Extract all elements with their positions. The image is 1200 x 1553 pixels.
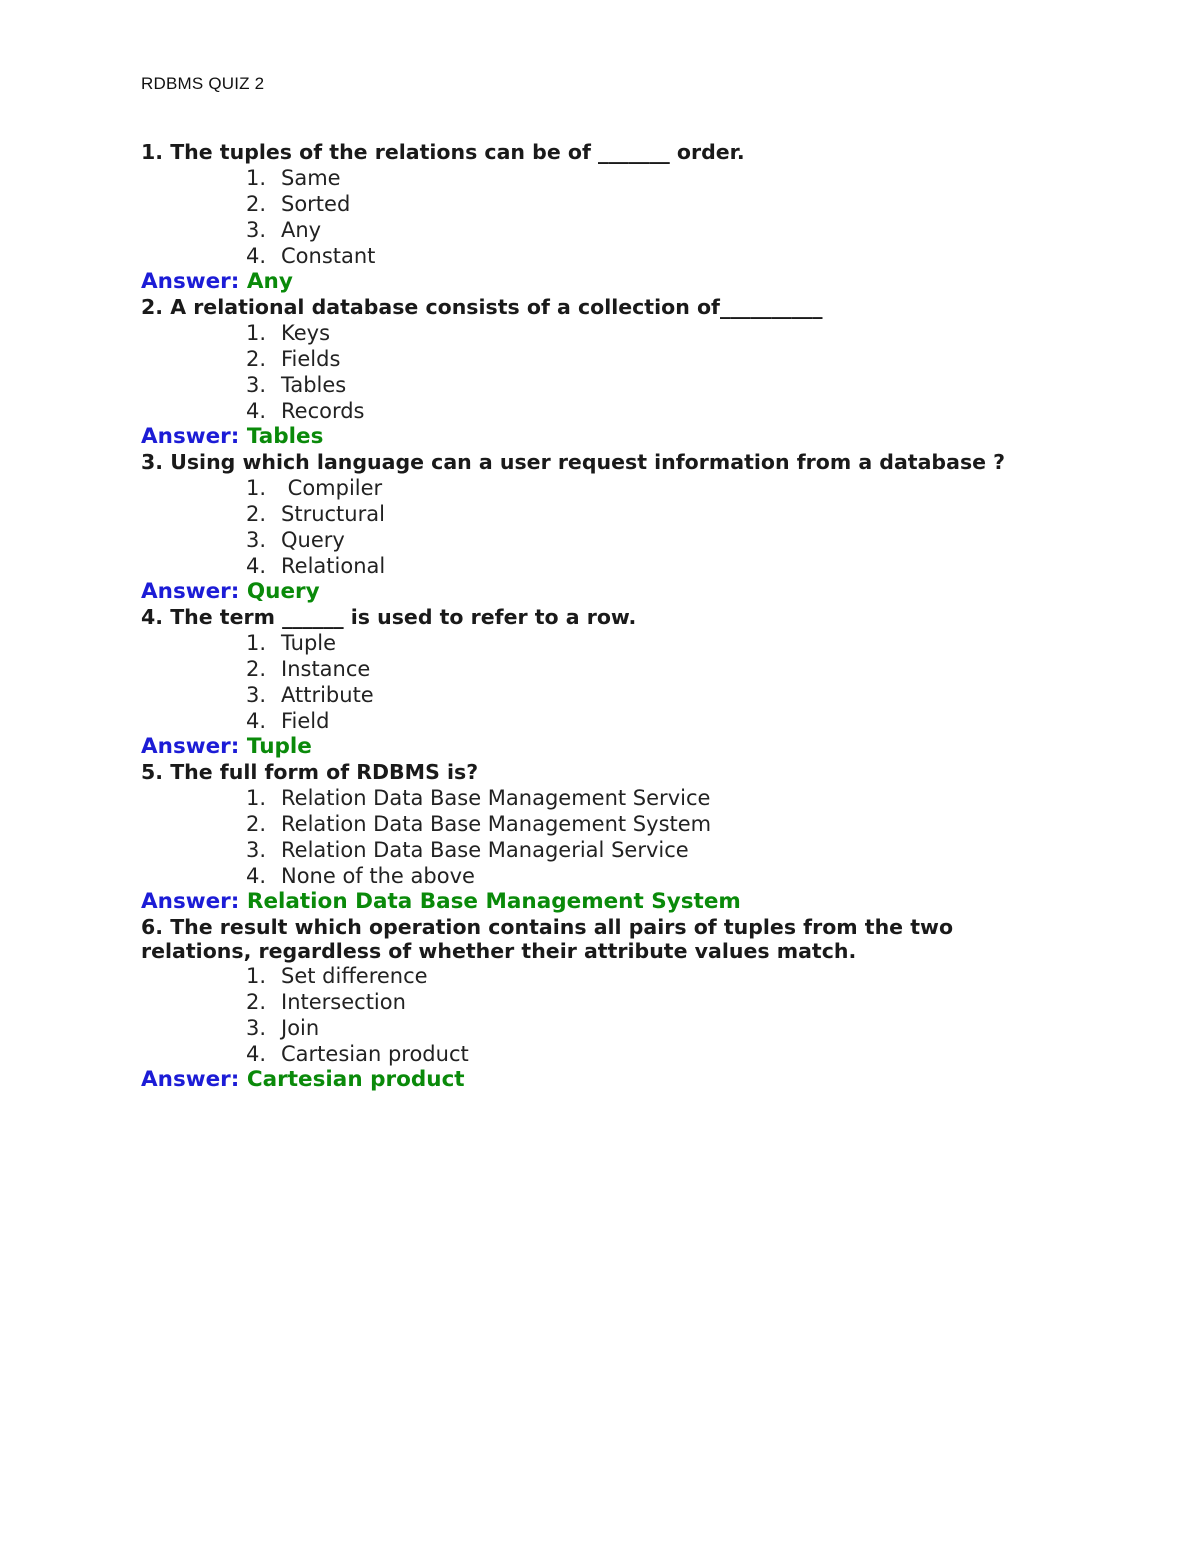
question-block xyxy=(141,450,1021,605)
option-text: None of the above xyxy=(281,864,475,888)
option-item xyxy=(141,191,1021,217)
option-number: 1. xyxy=(246,166,267,190)
answer-label: Answer: xyxy=(141,1067,240,1092)
answer-line xyxy=(141,889,1021,915)
option-item xyxy=(141,656,1021,682)
option-text: Query xyxy=(281,528,345,552)
option-text: Tables xyxy=(281,373,347,397)
option-number: 4. xyxy=(246,244,267,268)
option-text: Constant xyxy=(281,244,376,268)
option-number: 1. xyxy=(246,631,267,655)
option-item xyxy=(141,527,1021,553)
option-item xyxy=(141,475,1021,501)
question-text: 1. The tuples of the relations can be of _______ order. xyxy=(141,140,745,164)
question-text: 2. A relational database consists of a collection of__________ xyxy=(141,295,823,319)
option-item xyxy=(141,837,1021,863)
option-text: Fields xyxy=(281,347,341,371)
option-item xyxy=(141,989,1021,1015)
option-number: 4. xyxy=(246,864,267,888)
option-number: 2. xyxy=(246,502,267,526)
question-text-line: 6. The result which operation contains all pairs of tuples from the two xyxy=(141,915,954,939)
option-text: Keys xyxy=(281,321,331,345)
option-text: Set difference xyxy=(281,964,428,988)
answer-label: Answer: xyxy=(141,269,240,294)
option-text: Relation Data Base Managerial Service xyxy=(281,838,689,862)
answer-value: Tables xyxy=(246,424,324,449)
option-number: 3. xyxy=(246,838,267,862)
option-number: 1. xyxy=(246,321,267,345)
options-list xyxy=(141,963,1021,1067)
option-text: Attribute xyxy=(281,683,374,707)
option-item xyxy=(141,963,1021,989)
answer-label: Answer: xyxy=(141,579,240,604)
option-item xyxy=(141,863,1021,889)
option-item xyxy=(141,708,1021,734)
option-item xyxy=(141,630,1021,656)
option-text: Relation Data Base Management System xyxy=(281,812,712,836)
option-item xyxy=(141,1041,1021,1067)
quiz-body xyxy=(141,140,1021,1093)
option-item xyxy=(141,346,1021,372)
options-list xyxy=(141,320,1021,424)
question-text-line: relations, regardless of whether their attribute values match. xyxy=(141,939,857,963)
option-number: 3. xyxy=(246,528,267,552)
answer-value: Any xyxy=(246,269,293,294)
answer-line xyxy=(141,579,1021,605)
option-number: 3. xyxy=(246,683,267,707)
option-text: Relation Data Base Management Service xyxy=(281,786,711,810)
option-number: 3. xyxy=(246,373,267,397)
answer-line xyxy=(141,424,1021,450)
question-block xyxy=(141,760,1021,915)
option-text: Relational xyxy=(281,554,386,578)
question-block xyxy=(141,140,1021,295)
option-item xyxy=(141,320,1021,346)
option-number: 2. xyxy=(246,812,267,836)
question-text: 4. The term ______ is used to refer to a row. xyxy=(141,605,637,629)
option-number: 2. xyxy=(246,990,267,1014)
answer-value: Query xyxy=(246,579,320,604)
option-item xyxy=(141,785,1021,811)
option-text: Intersection xyxy=(281,990,406,1014)
option-number: 4. xyxy=(246,1042,267,1066)
option-text: Records xyxy=(281,399,365,423)
option-number: 1. xyxy=(246,476,267,500)
answer-value: Cartesian product xyxy=(246,1067,465,1092)
answer-line xyxy=(141,734,1021,760)
option-item xyxy=(141,811,1021,837)
option-text: Tuple xyxy=(281,631,337,655)
answer-value: Tuple xyxy=(246,734,312,759)
answer-line xyxy=(141,269,1021,295)
option-text: Any xyxy=(281,218,322,242)
option-number: 2. xyxy=(246,657,267,681)
option-item xyxy=(141,682,1021,708)
option-item xyxy=(141,243,1021,269)
option-number: 2. xyxy=(246,347,267,371)
option-number: 3. xyxy=(246,218,267,242)
answer-label: Answer: xyxy=(141,424,240,449)
document-title: RDBMS QUIZ 2 xyxy=(141,74,265,93)
options-list xyxy=(141,785,1021,889)
option-item xyxy=(141,217,1021,243)
option-text: Sorted xyxy=(281,192,351,216)
answer-value: Relation Data Base Management System xyxy=(246,889,741,914)
question-block xyxy=(141,915,1021,1093)
question-block xyxy=(141,295,1021,450)
option-text: Field xyxy=(281,709,330,733)
option-text: Instance xyxy=(281,657,371,681)
question-text: 3. Using which language can a user request information from a database ? xyxy=(141,450,1006,474)
option-number: 2. xyxy=(246,192,267,216)
options-list xyxy=(141,475,1021,579)
option-number: 1. xyxy=(246,786,267,810)
option-number: 4. xyxy=(246,399,267,423)
question-text xyxy=(141,915,1021,963)
option-item xyxy=(141,372,1021,398)
option-number: 4. xyxy=(246,554,267,578)
answer-label: Answer: xyxy=(141,889,240,914)
option-number: 1. xyxy=(246,964,267,988)
options-list xyxy=(141,165,1021,269)
option-item xyxy=(141,1015,1021,1041)
option-text: Compiler xyxy=(281,476,383,500)
option-text: Cartesian product xyxy=(281,1042,469,1066)
option-item xyxy=(141,501,1021,527)
options-list xyxy=(141,630,1021,734)
option-text: Join xyxy=(281,1016,320,1040)
question-block xyxy=(141,605,1021,760)
answer-label: Answer: xyxy=(141,734,240,759)
option-item xyxy=(141,398,1021,424)
option-item xyxy=(141,553,1021,579)
option-text: Structural xyxy=(281,502,385,526)
option-number: 3. xyxy=(246,1016,267,1040)
answer-line xyxy=(141,1067,1021,1093)
question-text: 5. The full form of RDBMS is? xyxy=(141,760,479,784)
option-item xyxy=(141,165,1021,191)
option-text: Same xyxy=(281,166,341,190)
option-number: 4. xyxy=(246,709,267,733)
